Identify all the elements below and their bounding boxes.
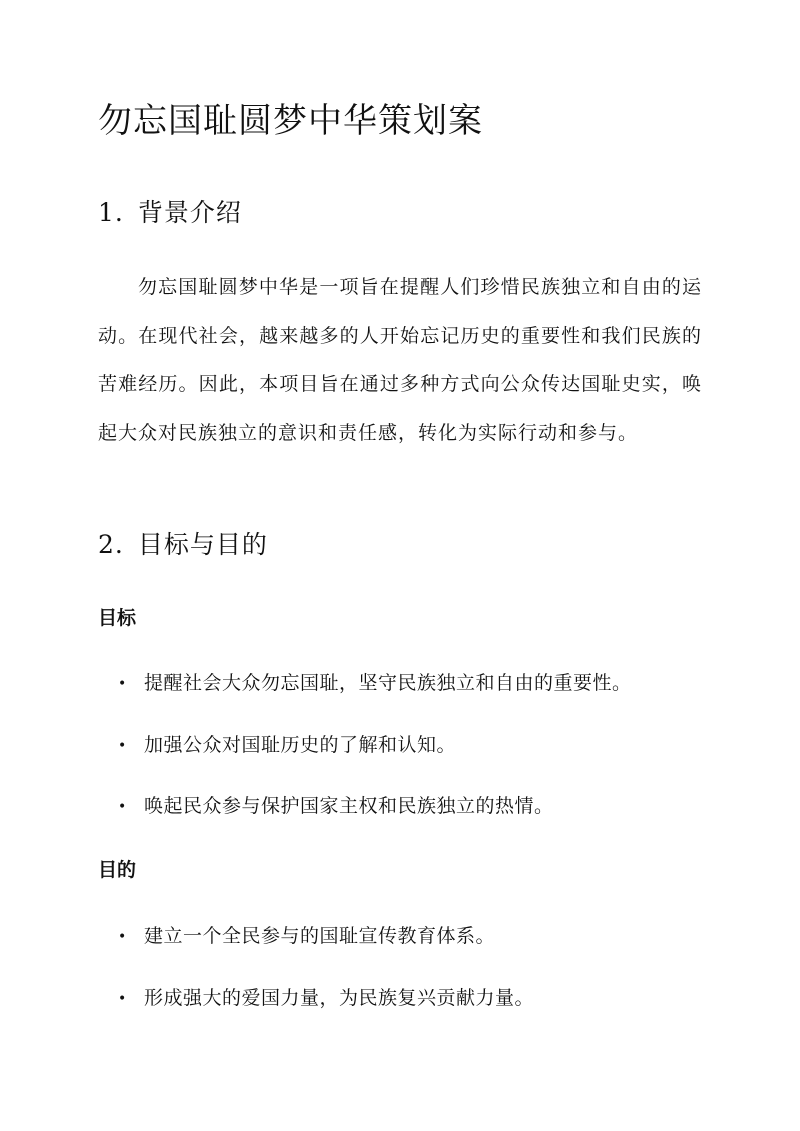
- list-item: [118, 791, 554, 822]
- bullet-icon: •: [118, 929, 127, 945]
- document-title: 勿忘国耻圆梦中华策划案: [98, 101, 483, 141]
- section-title: 目标与目的: [137, 530, 268, 559]
- list-item: [118, 730, 456, 761]
- purposes-subheading: 目的: [98, 859, 137, 881]
- section-heading-goals: [98, 525, 268, 565]
- list-item: [118, 983, 534, 1014]
- section-title: 背景介绍: [137, 198, 242, 227]
- goals-subheading: 目标: [98, 607, 137, 629]
- section-number: 2.: [98, 530, 124, 559]
- section-number: 1.: [98, 198, 124, 227]
- background-paragraph: 勿忘国耻圆梦中华是一项旨在提醒人们珍惜民族独立和自由的运动。在现代社会，越来越多的人开始忘记历史的重要性和我们民族的苦难经历。因此，本项目旨在通过多种方式向公众传达国耻史实，唤起大众对民族独立的意识和责任感，转化为实际行动和参与。: [98, 276, 702, 444]
- bullet-icon: •: [118, 676, 127, 692]
- list-item-text: 形成强大的爱国力量，为民族复兴贡献力量。: [144, 987, 535, 1009]
- list-item-text: 建立一个全民参与的国耻宣传教育体系。: [144, 925, 496, 947]
- bullet-icon: •: [118, 991, 127, 1007]
- section-heading-background: [98, 193, 242, 233]
- bullet-icon: •: [118, 738, 127, 754]
- list-item-text: 提醒社会大众勿忘国耻，坚守民族独立和自由的重要性。: [144, 672, 632, 694]
- list-item: [118, 921, 495, 952]
- list-item-text: 加强公众对国耻历史的了解和认知。: [144, 734, 457, 756]
- bullet-icon: •: [118, 799, 127, 815]
- list-item-text: 唤起民众参与保护国家主权和民族独立的热情。: [144, 795, 554, 817]
- list-item: [118, 668, 632, 699]
